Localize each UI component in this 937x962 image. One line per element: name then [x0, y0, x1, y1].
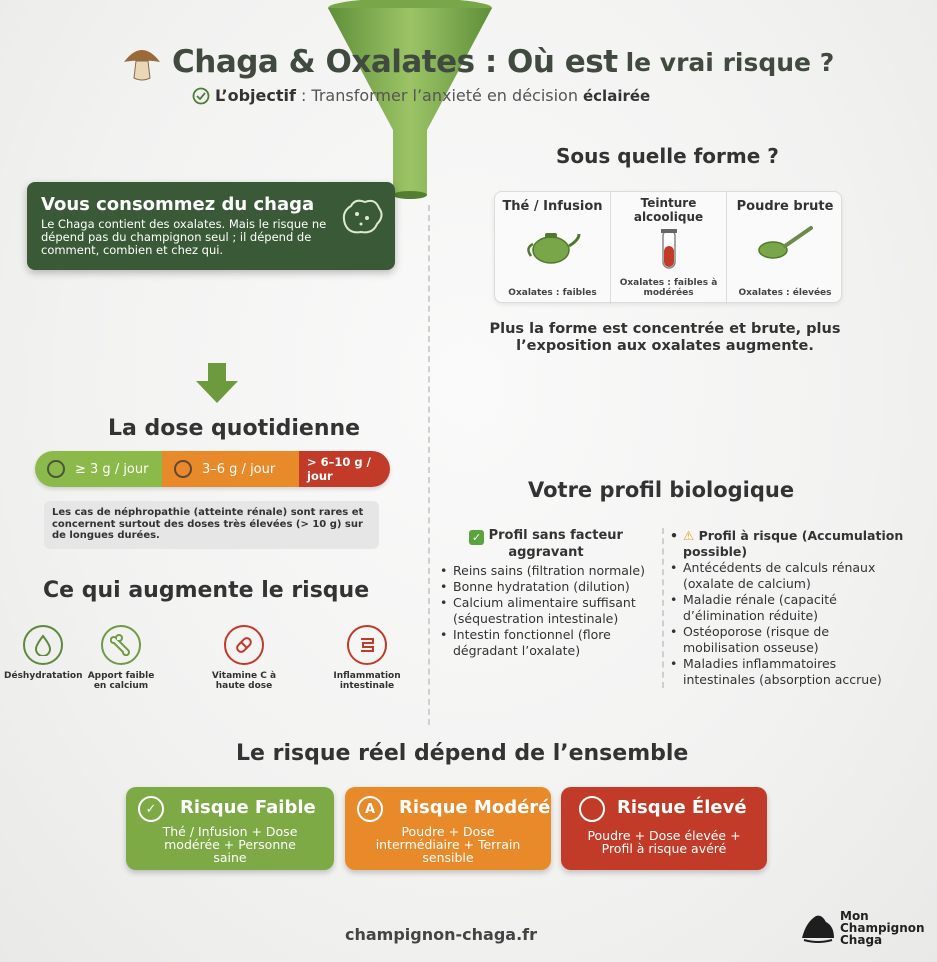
list-item: • Calcium alimentaire suffisant (séquestration intestinale): [437, 595, 655, 627]
form-oxalates: Oxalates : élevées: [738, 288, 832, 298]
profile-title: Votre profil biologique: [528, 478, 795, 502]
bone-icon: [101, 625, 141, 665]
profile-risk-head: • ⚠ Profil à risque (Accumulation possible): [667, 528, 907, 560]
form-panel: [494, 191, 842, 303]
risk-desc: Poudre + Dose élevée + Profil à risque avéré: [587, 828, 741, 856]
risk-name: Risque Faible: [180, 797, 316, 818]
profile-divider: [662, 528, 664, 688]
form-oxalates: Oxalates : faibles à modérées: [619, 278, 718, 298]
list-item: • Reins sains (filtration normale): [437, 563, 655, 579]
warning-icon: ⚠: [683, 528, 695, 543]
teapot-icon: [523, 226, 583, 266]
profile-safe: [437, 528, 655, 659]
profile-risk-list: [667, 528, 907, 688]
mushroom-icon: [120, 40, 164, 84]
list-item: • Maladie rénale (capacité d’élimination réduite): [667, 592, 907, 624]
factor-inflammation: [325, 625, 409, 691]
circle-icon: [47, 460, 65, 478]
check-circle-icon: ✓: [138, 796, 164, 822]
list-item: • Bonne hydratation (dilution): [437, 579, 655, 595]
column-divider: [428, 205, 430, 725]
footer-url[interactable]: champignon-chaga.fr: [345, 925, 537, 944]
form-tea: [495, 192, 610, 304]
dose-segment-high: [299, 451, 390, 487]
form-title: Sous quelle forme ?: [556, 144, 779, 168]
form-caption: Plus la forme est concentrée et brute, plus l’exposition aux oxalates augmente.: [489, 321, 841, 354]
risk-desc: Poudre + Dose intermédiaire + Terrain sensible: [375, 824, 521, 865]
consume-text: Le Chaga contient des oxalates. Mais le risque ne dépend pas du champignon seul ; il dépend de comment, combien et chez qui.: [41, 217, 327, 257]
dose-note: Les cas de néphropathie (atteinte rénale) sont rares et concernent surtout des doses très élevées (> 10 g) sur de longues durées.: [44, 501, 379, 549]
brand-name: Mon Champignon Chaga: [840, 909, 925, 947]
subtitle-text: : Transformer l’anxieté en décision: [300, 86, 578, 105]
factor-calcium: [82, 625, 160, 691]
profile-risk: [667, 528, 907, 688]
risk-factors-title: Ce qui augmente le risque: [43, 578, 370, 603]
risk-card-low: [126, 787, 334, 870]
circle-icon: [174, 460, 192, 478]
dose-title: La dose quotidienne: [108, 416, 361, 441]
circle-icon: [579, 796, 605, 822]
factor-label: Vitamine C à haute dose: [211, 671, 277, 691]
profile-safe-head: ✓ Profil sans facteur aggravant: [437, 528, 655, 561]
factor-label: Apport faible en calcium: [87, 671, 155, 691]
form-tincture: [610, 192, 726, 304]
subtitle-row: [192, 86, 650, 105]
pill-icon: [224, 625, 264, 665]
dose-segment-mid: [162, 451, 299, 487]
profile-safe-list: [437, 563, 655, 659]
list-item: • Intestin fonctionnel (flore dégradant l’oxalate): [437, 627, 655, 659]
factor-dehydration: [4, 625, 82, 681]
list-item: • Antécédents de calculs rénaux (oxalate de calcium): [667, 560, 907, 592]
form-powder: [726, 192, 843, 304]
spoon-icon: [755, 222, 815, 262]
title-row: [120, 40, 834, 84]
consume-card: [27, 182, 395, 270]
dose-high-label: > 6–10 g / jour: [307, 455, 371, 483]
risk-name: Risque Élevé: [617, 797, 747, 818]
list-item: • Ostéoporose (risque de mobilisation osseuse): [667, 624, 907, 656]
alert-circle-icon: A: [357, 796, 383, 822]
risk-name: Risque Modéré: [399, 797, 551, 818]
dose-low-label: ≥ 3 g / jour: [75, 461, 149, 477]
form-name: Teinture alcoolique: [633, 196, 704, 224]
risk-card-high: [561, 787, 767, 870]
form-name: Poudre brute: [736, 199, 834, 214]
dose-segment-low: [35, 451, 162, 487]
subtitle-label: L’objectif: [215, 86, 296, 105]
factor-label: Déshydratation: [4, 671, 83, 681]
intestine-icon: [347, 625, 387, 665]
dose-bar: [35, 451, 390, 487]
water-drop-icon: [23, 625, 63, 665]
dose-mid-label: 3–6 g / jour: [202, 461, 276, 477]
consume-title: Vous consommez du chaga: [41, 194, 315, 215]
form-oxalates: Oxalates : faibles: [508, 288, 597, 298]
form-name: Thé / Infusion: [502, 199, 603, 214]
check-circle-icon: [192, 87, 210, 105]
test-tube-icon: [654, 228, 684, 272]
risk-desc: Thé / Infusion + Dose modérée + Personne saine: [162, 824, 298, 865]
page-title: Chaga & Oxalates : Où est: [172, 44, 618, 80]
check-box-icon: ✓: [469, 530, 484, 545]
brand-logo: [800, 910, 930, 946]
factor-label: Inflammation intestinale: [333, 671, 401, 691]
arrow-down-icon: [195, 363, 239, 403]
page-title-end: le vrai risque ?: [625, 47, 835, 77]
chaga-logo-icon: [800, 912, 836, 944]
risk-title: Le risque réel dépend de l’ensemble: [236, 741, 689, 766]
risk-card-medium: [345, 787, 551, 870]
chaga-mushroom-icon: [337, 194, 385, 240]
factor-vitamin-c: [205, 625, 283, 691]
subtitle-end: éclairée: [582, 86, 651, 105]
list-item: • Maladies inflammatoires intestinales (absorption accrue): [667, 656, 907, 688]
